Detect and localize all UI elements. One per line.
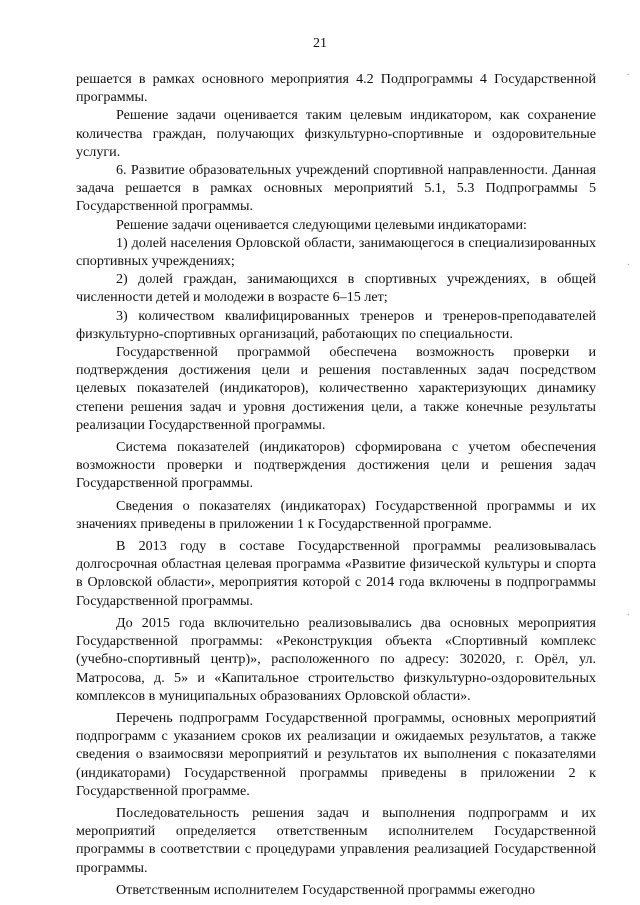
scan-margin-mark: · <box>626 70 630 81</box>
document-body <box>76 70 596 899</box>
paragraph-task-indicator: Решение задачи оценивается таким целевым индикатором, как сохранение количества граждан, получающих физкультурно-спортивные и оздоровительные услуги. <box>76 107 596 160</box>
paragraph-appendix-1: Сведения о показателях (индикаторах) Государственной программы и их значениях приведены в приложении 1 к Государственной программе. <box>76 497 596 532</box>
scan-margin-mark: · <box>626 260 630 271</box>
paragraph-appendix-2: Перечень подпрограмм Государственной программы, основных мероприятий подпрограмм с указанием сроков их реализации и ожидаемых результатов, а также сведения о взаимосвязи мероприятий и результатов их выполнения с показателями (индикаторами) Государственной программы приведены в приложении 2 к Государственной программе. <box>76 709 596 799</box>
paragraph-task-6: 6. Развитие образовательных учреждений спортивной направленности. Данная задача решается в рамках основных мероприятий 5.1, 5.3 Подпрограммы 5 Государственной программы. <box>76 162 596 215</box>
paragraph-2013-program: В 2013 году в составе Государственной программы реализовывалась долгосрочная областная целевая программа «Развитие физической культуры и спорта в Орловской области», мероприятия которой с 2014 года включены в подпрограммы Государственной программы. <box>76 538 596 609</box>
paragraph-continuation: решается в рамках основного мероприятия 4.2 Подпрограммы 4 Государственной программы. <box>76 71 596 106</box>
paragraph-sequence: Последовательность решения задач и выполнения подпрограмм и их мероприятий определяется ответственным исполнителем Государственной программы в соответствии с процедурами управления реализацией Государственной программы. <box>76 804 596 876</box>
list-item-2: 2) долей граждан, занимающихся в спортивных учреждениях, в общей численности детей и молодежи в возрасте 6–15 лет; <box>76 271 596 306</box>
paragraph-verification: Государственной программой обеспечена возможность проверки и подтверждения достижения цели и решения поставленных задач посредством целевых показателей (индикаторов), количественно характеризующих динамику степени решения задач и уровня достижения цели, а также конечные результаты реализации Государственной программы. <box>76 344 596 433</box>
list-item-3: 3) количеством квалифицированных тренеров и тренеров-преподавателей физкультурно-спортивных организаций, работающих по специальности. <box>76 307 596 342</box>
page-number: 21 <box>313 36 327 51</box>
paragraph-annual: Ответственным исполнителем Государственной программы ежегодно <box>116 881 536 898</box>
paragraph-indicator-system: Система показателей (индикаторов) сформирована с учетом обеспечения возможности проверки и подтверждения достижения цели и решения задач Государственной программы. <box>76 439 596 492</box>
paragraph-indicators-intro: Решение задачи оценивается следующими целевыми индикаторами: <box>116 216 527 233</box>
list-item-1: 1) долей населения Орловской области, занимающегося в специализированных спортивных учреждениях; <box>76 234 596 270</box>
scan-margin-mark: · <box>626 610 630 621</box>
paragraph-until-2015: До 2015 года включительно реализовывались два основных мероприятия Государственной программы: «Реконструкция объекта «Спортивный комплекс (учебно-спортивный центр)», расположенного по адресу: 302020, г. Орёл, ул. Матросова, д. 5» и «Капитальное строительство физкультурно-оздоровительных комплексов в муниципальных образованиях Орловской области». <box>76 614 596 704</box>
